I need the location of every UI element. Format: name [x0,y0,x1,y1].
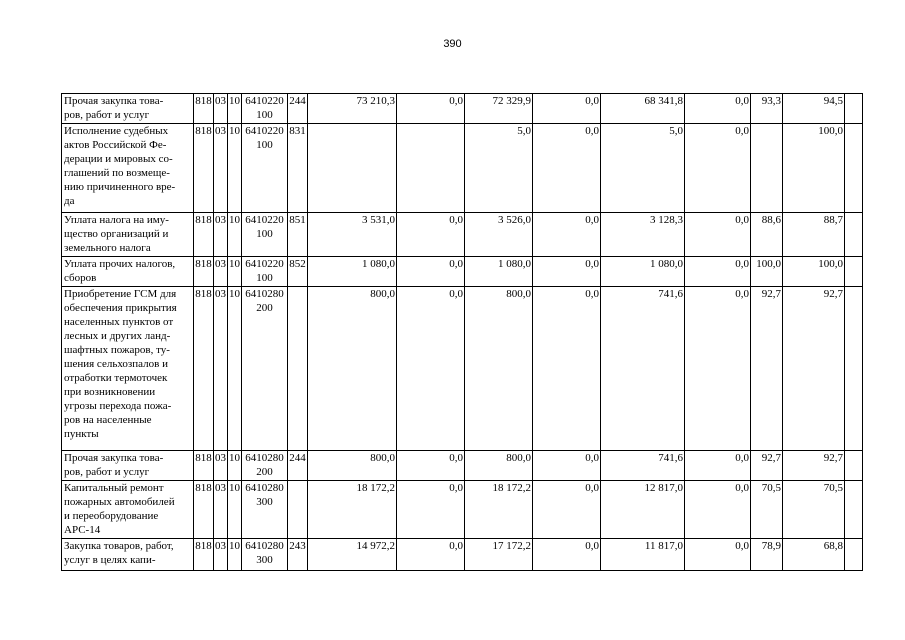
table-row [62,124,863,213]
value-1-cell [308,124,397,213]
value-6-cell: 0,0 [685,94,751,124]
code-csr-cell: 6410220 100 [242,257,288,287]
code-pr-cell: 10 [228,451,242,481]
row-name-cell: Закупка товаров, работ, услуг в целях капи- [62,539,194,571]
value-5-cell: 5,0 [601,124,685,213]
page-number: 390 [443,38,462,50]
value-5-cell: 12 817,0 [601,481,685,539]
value-4-cell: 0,0 [533,539,601,571]
value-5-cell: 68 341,8 [601,94,685,124]
code-rz-cell: 03 [214,94,228,124]
value-7-cell [751,124,783,213]
value-5-cell: 741,6 [601,451,685,481]
code-gr-cell: 818 [194,213,214,257]
value-3-cell: 18 172,2 [465,481,533,539]
value-6-cell: 0,0 [685,451,751,481]
empty-cell [845,287,863,451]
code-rz-cell: 03 [214,213,228,257]
value-6-cell: 0,0 [685,213,751,257]
value-3-cell: 800,0 [465,287,533,451]
budget-table [61,93,863,571]
value-5-cell: 3 128,3 [601,213,685,257]
code-pr-cell: 10 [228,481,242,539]
value-8-cell: 94,5 [783,94,845,124]
code-gr-cell: 818 [194,481,214,539]
value-7-cell: 78,9 [751,539,783,571]
value-8-cell: 70,5 [783,481,845,539]
code-rz-cell: 03 [214,124,228,213]
value-1-cell: 73 210,3 [308,94,397,124]
value-2-cell: 0,0 [397,257,465,287]
value-1-cell: 14 972,2 [308,539,397,571]
row-name-cell: Уплата прочих налогов, сборов [62,257,194,287]
code-gr-cell: 818 [194,94,214,124]
table-row [62,213,863,257]
code-pr-cell: 10 [228,94,242,124]
code-vr-cell [288,481,308,539]
value-2-cell: 0,0 [397,539,465,571]
value-5-cell: 11 817,0 [601,539,685,571]
code-gr-cell: 818 [194,539,214,571]
value-1-cell: 18 172,2 [308,481,397,539]
empty-cell [845,213,863,257]
table-row [62,287,863,451]
code-gr-cell: 818 [194,257,214,287]
empty-cell [845,539,863,571]
code-vr-cell: 244 [288,94,308,124]
value-4-cell: 0,0 [533,213,601,257]
value-6-cell: 0,0 [685,539,751,571]
value-3-cell: 17 172,2 [465,539,533,571]
code-rz-cell: 03 [214,451,228,481]
empty-cell [845,451,863,481]
code-pr-cell: 10 [228,213,242,257]
code-pr-cell: 10 [228,257,242,287]
code-csr-cell: 6410280 200 [242,451,288,481]
value-3-cell: 3 526,0 [465,213,533,257]
table-row [62,481,863,539]
code-vr-cell: 243 [288,539,308,571]
empty-cell [845,94,863,124]
code-vr-cell: 852 [288,257,308,287]
code-vr-cell [288,287,308,451]
empty-cell [845,481,863,539]
code-rz-cell: 03 [214,257,228,287]
row-name-cell: Исполнение судебных актов Российской Фе- дерации и мировых со- глашений по возмеще- нию причиненного вре- да [62,124,194,213]
value-3-cell: 5,0 [465,124,533,213]
table-body [62,94,863,571]
value-6-cell: 0,0 [685,124,751,213]
value-8-cell: 100,0 [783,124,845,213]
code-vr-cell: 831 [288,124,308,213]
value-1-cell: 800,0 [308,451,397,481]
code-rz-cell: 03 [214,287,228,451]
value-7-cell: 88,6 [751,213,783,257]
row-name-cell: Прочая закупка това- ров, работ и услуг [62,451,194,481]
code-pr-cell: 10 [228,539,242,571]
value-4-cell: 0,0 [533,94,601,124]
code-vr-cell: 851 [288,213,308,257]
table-row [62,539,863,571]
code-rz-cell: 03 [214,539,228,571]
code-rz-cell: 03 [214,481,228,539]
value-8-cell: 88,7 [783,213,845,257]
value-7-cell: 92,7 [751,451,783,481]
code-pr-cell: 10 [228,124,242,213]
value-6-cell: 0,0 [685,287,751,451]
table-row [62,257,863,287]
row-name-cell: Уплата налога на иму- щество организаций и земельного налога [62,213,194,257]
value-2-cell [397,124,465,213]
empty-cell [845,257,863,287]
value-7-cell: 93,3 [751,94,783,124]
code-csr-cell: 6410220 100 [242,94,288,124]
value-1-cell: 3 531,0 [308,213,397,257]
code-csr-cell: 6410280 200 [242,287,288,451]
code-gr-cell: 818 [194,451,214,481]
value-3-cell: 800,0 [465,451,533,481]
code-gr-cell: 818 [194,124,214,213]
value-8-cell: 100,0 [783,257,845,287]
value-2-cell: 0,0 [397,481,465,539]
value-4-cell: 0,0 [533,451,601,481]
value-1-cell: 800,0 [308,287,397,451]
value-2-cell: 0,0 [397,94,465,124]
table-row [62,94,863,124]
code-csr-cell: 6410220 100 [242,124,288,213]
code-csr-cell: 6410280 300 [242,481,288,539]
value-2-cell: 0,0 [397,451,465,481]
value-2-cell: 0,0 [397,287,465,451]
code-pr-cell: 10 [228,287,242,451]
row-name-cell: Прочая закупка това- ров, работ и услуг [62,94,194,124]
value-8-cell: 68,8 [783,539,845,571]
value-3-cell: 1 080,0 [465,257,533,287]
value-4-cell: 0,0 [533,124,601,213]
value-2-cell: 0,0 [397,213,465,257]
value-7-cell: 100,0 [751,257,783,287]
value-8-cell: 92,7 [783,287,845,451]
value-6-cell: 0,0 [685,481,751,539]
empty-cell [845,124,863,213]
code-vr-cell: 244 [288,451,308,481]
code-gr-cell: 818 [194,287,214,451]
table-row [62,451,863,481]
value-8-cell: 92,7 [783,451,845,481]
value-7-cell: 92,7 [751,287,783,451]
row-name-cell: Приобретение ГСМ для обеспечения прикрытия населенных пунктов от лесных и других ланд- шафтных пожаров, ту- шения сельхозпалов и отработки термоточек при возникновении угрозы перехода пожа- ров на населенные пункты [62,287,194,451]
value-4-cell: 0,0 [533,481,601,539]
value-1-cell: 1 080,0 [308,257,397,287]
code-csr-cell: 6410220 100 [242,213,288,257]
row-name-cell: Капитальный ремонт пожарных автомобилей и переоборудование АРС-14 [62,481,194,539]
value-4-cell: 0,0 [533,287,601,451]
code-csr-cell: 6410280 300 [242,539,288,571]
value-7-cell: 70,5 [751,481,783,539]
value-5-cell: 741,6 [601,287,685,451]
value-3-cell: 72 329,9 [465,94,533,124]
value-5-cell: 1 080,0 [601,257,685,287]
value-6-cell: 0,0 [685,257,751,287]
value-4-cell: 0,0 [533,257,601,287]
